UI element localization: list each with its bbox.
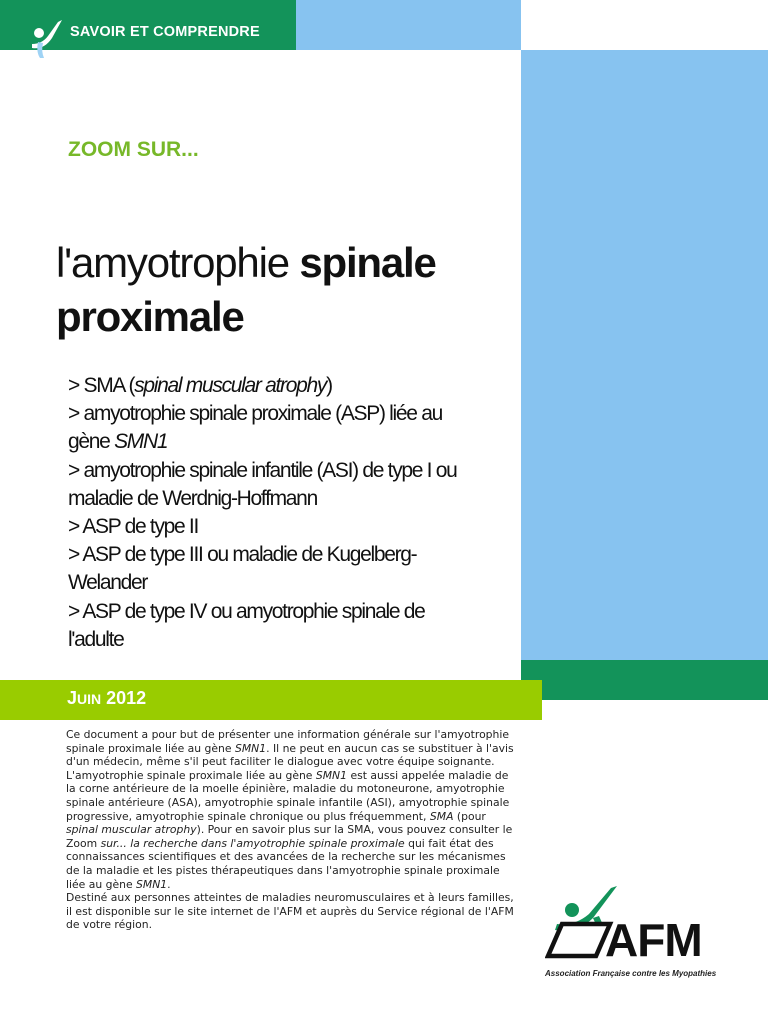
- title-bold-part-2: proximale: [56, 293, 244, 340]
- publication-date: JUIN 2012: [67, 688, 147, 708]
- document-title: [56, 236, 516, 344]
- brand-label: SAVOIR ET COMPRENDRE: [70, 24, 260, 40]
- synonym-line: > ASP de type IV ou amyotrophie spinale de: [68, 599, 425, 623]
- afm-logo-text: AFM: [605, 914, 702, 966]
- title-light-part: l'amyotrophie: [56, 239, 300, 286]
- synonym-line: l'adulte: [68, 627, 124, 651]
- header-blue-band: [296, 0, 521, 50]
- afm-logo-head-icon: [565, 903, 579, 917]
- title-bold-part-1: spinale: [299, 239, 436, 286]
- synonym-line: gène SMN1: [68, 430, 168, 454]
- synonym-line: > ASP de type II: [68, 515, 199, 539]
- green-side-block: [521, 660, 768, 700]
- synonym-list: [68, 372, 518, 654]
- synonym-line: > SMA (spinal muscular atrophy): [68, 374, 332, 397]
- zoom-label: ZOOM SUR...: [68, 138, 199, 161]
- afm-tagline: Association Française contre les Myopathies: [545, 969, 717, 978]
- intro-text: [66, 728, 516, 932]
- synonym-line: > amyotrophie spinale infantile (ASI) de type I ou: [68, 458, 457, 482]
- synonym-line: > ASP de type III ou maladie de Kugelberg-: [68, 543, 417, 567]
- synonym-line: Welander: [68, 571, 148, 595]
- intro-paragraph: Destiné aux personnes atteintes de maladies neuromusculaires et à leurs familles, il est disponible sur le site internet de l'AFM et auprès du Service régional de l'AFM de votre région.: [66, 891, 514, 932]
- intro-paragraph: Ce document a pour but de présenter une information générale sur l'amyotrophie spinale proximale liée au gène SMN1. Il ne peut en aucun cas se substituer à l'avis d'un médecin, même s'il peut faciliter le dialogue avec votre équipe soignante.: [66, 728, 514, 769]
- blue-side-panel: [521, 50, 768, 660]
- synonym-line: maladie de Werdnig-Hoffmann: [68, 486, 317, 510]
- intro-paragraph: L'amyotrophie spinale proximale liée au gène SMN1 est aussi appelée maladie de la corne antérieure de la moelle épinière, maladie du motoneurone, amyotrophie spinale antérieure (ASA), amyotrophie spinale infantile (ASI), amyotrophie spinale progressive, amyotrophie spinale chronique ou plus fréquemment, SMA (pour spinal muscular atrophy). Pour en savoir plus sur la SMA, vous pouvez consulter le Zoom sur... la recherche dans l'amyotrophie spinale proximale qui fait état des connaissances scientifiques et des avancées de la recherche sur les mécanismes de la maladie et les pistes thérapeutiques dans l'amyotrophie spinale proximale liée au gène SMN1.: [66, 768, 513, 891]
- person-logo-icon: [30, 18, 66, 60]
- synonym-line: > amyotrophie spinale proximale (ASP) liée au: [68, 402, 442, 426]
